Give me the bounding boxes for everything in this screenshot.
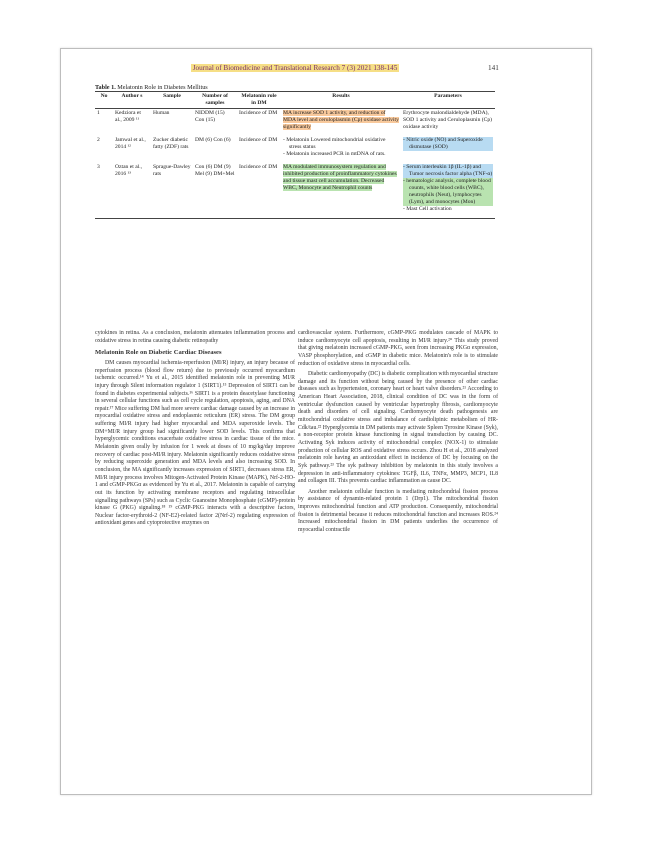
- cell-role: Incidence of DM: [237, 163, 281, 218]
- cell-samples: DM (6) Con (6): [195, 136, 231, 143]
- cell-author: Kedziora et al., 2009 ¹¹: [115, 109, 141, 123]
- table-label: Table 1.: [95, 84, 116, 91]
- cell-author: Oztan et al., 2016 ¹³: [113, 163, 151, 218]
- table-title-text: Melatonin Role in Diabetes Mellitus: [115, 84, 208, 91]
- parameter-item: - Mast Cell activation: [403, 205, 452, 212]
- cell-sample: Human: [153, 109, 170, 116]
- cell-no: 3: [95, 163, 113, 218]
- cell-results: [281, 108, 401, 135]
- highlighted-result: MA increase SOD 1 activity, and reduction of MDA level and ceruloplasmin (Cp) oxidase activity significantly: [283, 109, 399, 130]
- body-paragraph: DM causes myocardial ischemia-reperfusion (MI/R) injury, an injury because of reperfusion process (blood flow return) due to previously occurred myocardium ischemic occurred.¹⁴ Yu et al., 2015 identified melatonin role in preventing MI/R injury through Silent information regulator 1 (SIRT1).¹⁵ Depression of SIRT1 can be found in diabetes experimental subjects.¹⁶ SIRT1 is a protein deacetylase functioning in several cellular functions such as cell cycle regulation, apoptosis, aging, and DNA repair.¹⁷ Mice suffering DM had more severe cardiac damage caused by an increase in myocardial oxidative stress and endoplasmic reticulum (ER) stress. The DM group suffering MI/R injury had higher myocardial and MDA superoxide levels. The DM+MI/R injury group had significantly lower SOD levels. This confirms that hyperglycemic conditions exacerbate oxidative stress in cardiac tissue of the mice. Melatonin given orally by infusion for 1 week at doses of 10 mg/kg/day improve recovery of cardiac post-MI/R injury. Melatonin significantly reduces oxidative stress by reducing superoxide generation and MDA levels and also increasing SOD. In conclusion, the MA significantly increases expression of SIRT1, decreases stress ER, MI/R injury process involves Mitogen-Activated Protein Kinase (MAPK), Nrf-2-HO-1 and cGMP-PKGα as evidenced by Yu et al., 2017. Melatonin is capable of carrying out its function by activating membrane receptors and regulating intracellular signalling pathways (SPs) such as Cyclic Guanosine Monophosphate (cGMP)-protein kinase G (PKG) signaling.¹⁸ ¹⁹ cGMP-PKG interacts with a descriptive factors, Nuclear factor-erythroid-2 (NF-E2)-related factor 2(Nrf-2) regulating expression of antioxidant genes and cytoprotective enzymes on: [95, 359, 295, 527]
- body-paragraph: Another melatonin cellular function is mediating mitochondrial fission process by assistance of dynamin-related protein 1 (Drp1). The mitochondrial fission improves mitochondrial function and ATP production. Consequently, mitochondrial fission is detrimental because it reduces mitochondrial function and increases ROS.²⁴ Increased mitochondrial fission in DM patients underlies the occurrence of myocardial contractile: [298, 488, 498, 534]
- highlighted-result: MA modulated immunosystem regulation and inhibited production of proinflammatory cytokines and tissue mast cell accumulation. Decreased WBC, Monocyte and Neutrophil counts: [283, 163, 397, 191]
- cell-role: Incidence of DM: [239, 109, 278, 116]
- header-parameters: Parameters: [401, 92, 495, 109]
- cell-samples: NIDDM (15) Con (15): [195, 109, 225, 123]
- cell-role: Incidence of DM: [239, 136, 278, 143]
- cell-no: 2: [97, 136, 100, 143]
- result-item: - Melatonin increased PCR in mtDNA of rats.: [283, 150, 386, 157]
- body-paragraph: Diabetic cardiomyopathy (DC) is diabetic complication with myocardial structure damage and its function without being caused by the presence of other cardiac diseases such as hypertension, coronary heart or heart valve disorders.²¹ According to American Heart Association, 2018, clinical condition of DC was in the form of ventricular dysfunction caused by ventricular hypertrophy fibrosis, cardiomyocyte death and disorders of cell signaling. Cardiomyocyte death pathogenesis are mitochondrial oxidative stress and imbalance of cardiolipinic metabolism of HR-Cdk/tau.²² Hyperglycemia in DM patients may activate Spleen Tyrosine Kinase (Syk), a non-receptor protein kinase functioning in signal transduction by causing DC. Activating Syk induces activity of mitochondrial complex (NOX-1) to stimulate production of cellular ROS and oxidative stress occurs. Zhou H et al., 2018 analyzed melatonin role having an antioxidant effect in incidence of DC by focusing on the Syk pathway.²³ The syk pathway inhibition by melatonin in this study involves a depression in anti-inflammatory cytokines: TGFβ, IL6, TNFα, MMP3, MCP1, IL8 and collagen III. This prevents cardiac inflammation as cause DC.: [298, 371, 498, 485]
- cell-sample: Sprague-Dawley rats: [151, 163, 193, 218]
- header-author: Author s: [113, 92, 151, 109]
- cell-results: [281, 163, 401, 218]
- cell-samples: Con (6) DM (9) Mel (9) DM+Mel: [193, 163, 237, 218]
- header-number-of-samples: Number of samples: [193, 92, 237, 109]
- right-column: [298, 330, 498, 538]
- table-row: [95, 108, 495, 135]
- header-sample: Sample: [151, 92, 193, 109]
- cell-no: 1: [97, 109, 100, 116]
- body-paragraph: cardiovascular system. Furthermore, cGMP-PKG modulates cascade of MAPK to induce cardiomyocyte cell apoptosis, resulting in MI/R injury.²⁰ This study proved that giving melatonin increased cGMP-PKG, seen from increasing PKGα expression, VASP phosphorylation, and cGMP in diabetic mice. Melatonin's role is to stimulate reduction of oxidative stress in myocardial cells.: [298, 330, 498, 367]
- journal-header: [94, 64, 496, 72]
- cell-parameters: [401, 163, 495, 218]
- cell-parameters: [401, 136, 495, 163]
- page-number: 141: [488, 64, 499, 72]
- table-row: [95, 136, 495, 163]
- melatonin-table: [95, 91, 495, 219]
- journal-title: Journal of Biomedicine and Translational Research 7 (3) 2021 138-145: [192, 64, 398, 72]
- header-melatonin-role: Melatonin role in DM: [237, 92, 281, 109]
- table-caption: [95, 84, 208, 91]
- parameter-item: - Nitric oxide (NO) and Superoxide dismutase (SOD): [403, 137, 493, 151]
- header-results: Results: [281, 92, 401, 109]
- parameter-item: - hematologic analysis, complete blood counts, white blood cells (WBC), neutrophils (Neut), lymphocytes (Lym), and monocytes (Mon): [403, 178, 493, 206]
- table-row: [95, 163, 495, 218]
- cell-parameters: Erythrocyte malondialdehyde (MDA), SOD 1 activity and Ceruloplasmin (Cp) oxidase activity: [403, 109, 493, 130]
- intro-paragraph: cytokines in retina. As a conclusion, melatonin attenuates inflammation process and oxidative stress in retina causing diabetic retinopathy: [95, 330, 295, 344]
- parameter-item: - Serum interleukin 1β (IL-1β) and Tumor necrosis factor alpha (TNF-α): [403, 163, 493, 177]
- result-item: - Melatonin Lowered mitochondrial oxidative stress status: [283, 136, 386, 150]
- cell-sample: Zucker diabetic fatty (ZDF) rats: [153, 136, 189, 150]
- left-column: [95, 330, 295, 531]
- cell-author: Jamwal et al., 2014 ¹²: [115, 136, 146, 150]
- table-header-row: [95, 92, 495, 109]
- cell-results: [281, 136, 401, 163]
- header-no: No: [95, 92, 113, 109]
- section-heading: Melatonin Role on Diabetic Cardiac Diseases: [95, 349, 222, 357]
